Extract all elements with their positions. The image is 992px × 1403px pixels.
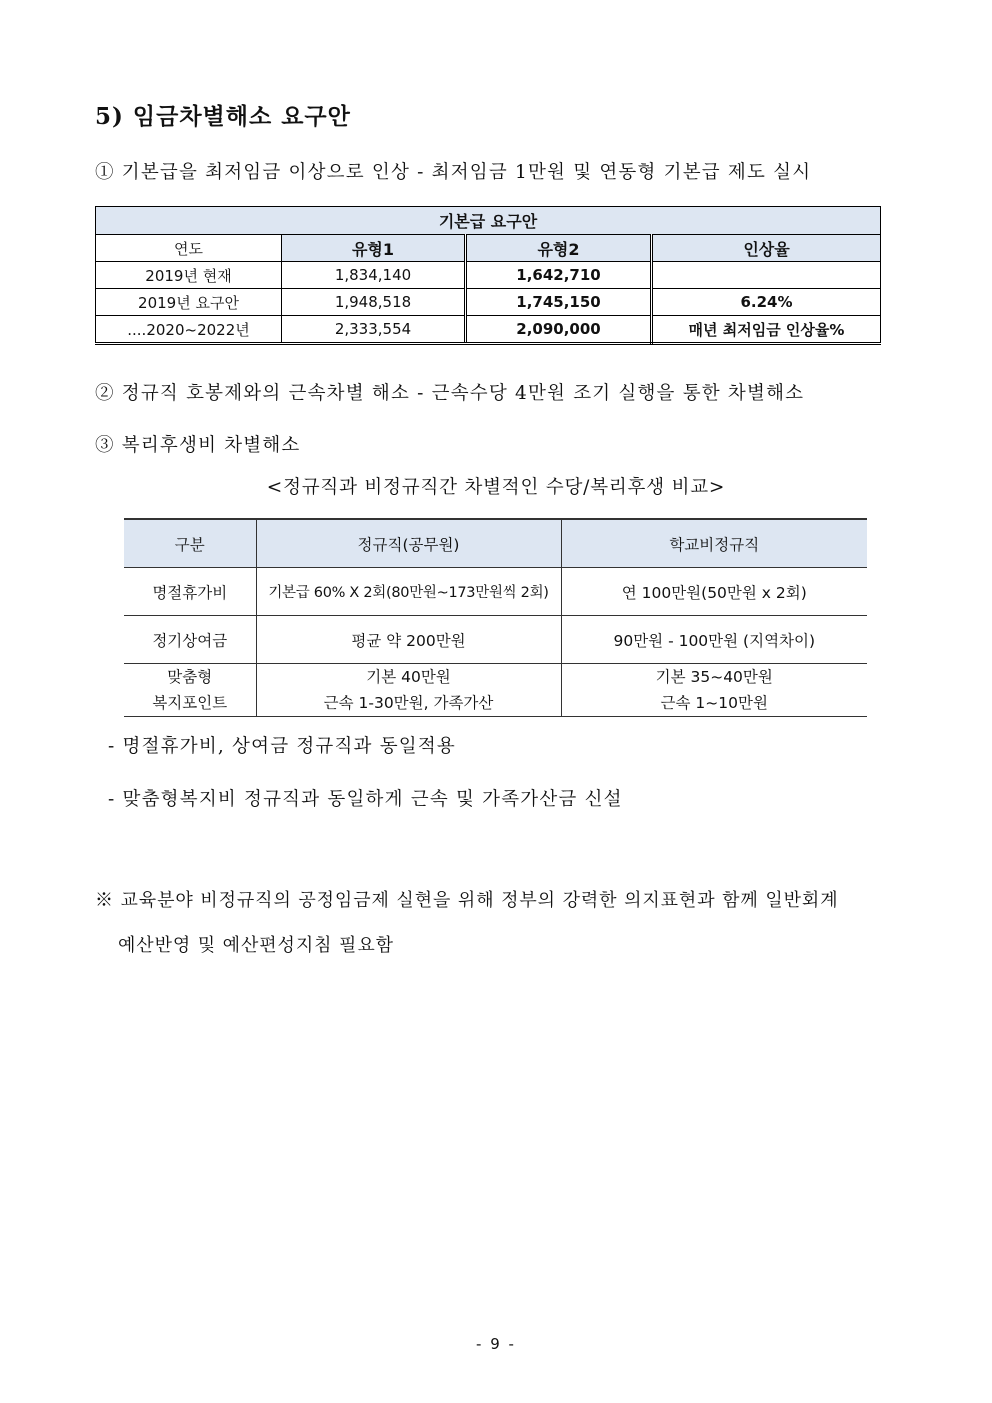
table2-cell-regular: 평균 약 200만원 — [256, 616, 561, 664]
table1-cell-rate: 6.24% — [652, 289, 881, 316]
item-1-text: ① 기본급을 최저임금 이상으로 인상 - 최저임금 1만원 및 연동형 기본급 제도 실시 — [95, 162, 812, 183]
category-line-1: 맞춤형 — [167, 668, 213, 686]
table1-header-year: 연도 — [96, 235, 282, 262]
table1-header-rate: 인상율 — [652, 235, 881, 262]
nonregular-line-1: 기본 35~40만원 — [655, 668, 773, 686]
table2-cell-category: 정기상여금 — [124, 616, 256, 664]
table2-header-regular: 정규직(공무원) — [256, 519, 561, 568]
bullet-1-text: - 명절휴가비, 상여금 정규직과 동일적용 — [108, 736, 456, 757]
table2-header-category: 구분 — [124, 519, 256, 568]
welfare-comparison-table — [124, 518, 867, 717]
item-2-text: ② 정규직 호봉제와의 근속차별 해소 - 근속수당 4만원 조기 실행을 통한 차별해소 — [95, 383, 805, 404]
bullet-2-text: - 맞춤형복지비 정규직과 동일하게 근속 및 가족가산금 신설 — [108, 789, 623, 810]
table1-cell-type1: 1,834,140 — [282, 262, 466, 289]
table2-cell-nonregular: 90만원 - 100만원 (지역차이) — [561, 616, 867, 664]
note-line-1: ※ 교육분야 비정규직의 공정임금제 실현을 위해 정부의 강력한 의지표현과 함께 일반회계 — [95, 890, 839, 911]
nonregular-line-2: 근속 1~10만원 — [660, 694, 768, 712]
table2-cell-nonregular: 연 100만원(50만원 x 2회) — [561, 568, 867, 616]
table1-header-type1: 유형1 — [282, 235, 466, 262]
page-number: - 9 - — [476, 1335, 516, 1353]
table1-cell-type2: 1,745,150 — [466, 289, 652, 316]
table2-cell-category: 명절휴가비 — [124, 568, 256, 616]
category-line-2: 복지포인트 — [152, 694, 228, 712]
table-row — [96, 289, 881, 316]
table1-cell-year: 2019년 현재 — [96, 262, 282, 289]
table2-cell-regular: 기본급 60% X 2회(80만원~173만원씩 2회) — [256, 568, 561, 616]
table2-cell-nonregular — [561, 664, 867, 717]
regular-line-1: 기본 40만원 — [366, 668, 451, 686]
table1-title: 기본급 요구안 — [96, 207, 881, 235]
table1-cell-rate: 매년 최저임금 인상율% — [652, 316, 881, 344]
table1-cell-type1: 2,333,554 — [282, 316, 466, 344]
table1-cell-type1: 1,948,518 — [282, 289, 466, 316]
table1-header-type2: 유형2 — [466, 235, 652, 262]
note-line-2: 예산반영 및 예산편성지침 필요함 — [118, 935, 394, 956]
table1-cell-year: ....2020~2022년 — [96, 316, 282, 344]
table-row — [124, 664, 867, 717]
table-row — [96, 262, 881, 289]
table1-cell-type2: 1,642,710 — [466, 262, 652, 289]
table-row — [124, 616, 867, 664]
table1-cell-type2: 2,090,000 — [466, 316, 652, 344]
table2-header-nonregular: 학교비정규직 — [561, 519, 867, 568]
item-3-text: ③ 복리후생비 차별해소 — [95, 435, 301, 456]
table2-cell-regular — [256, 664, 561, 717]
table1-cell-year: 2019년 요구안 — [96, 289, 282, 316]
basic-pay-table — [95, 206, 881, 345]
table2-caption: <정규직과 비정규직간 차별적인 수당/복리후생 비교> — [266, 477, 726, 498]
table1-cell-rate — [652, 262, 881, 289]
regular-line-2: 근속 1-30만원, 가족가산 — [323, 694, 494, 712]
table-row — [124, 568, 867, 616]
table-row — [96, 316, 881, 344]
table2-cell-category — [124, 664, 256, 717]
section-heading: 5) 임금차별해소 요구안 — [95, 103, 351, 130]
